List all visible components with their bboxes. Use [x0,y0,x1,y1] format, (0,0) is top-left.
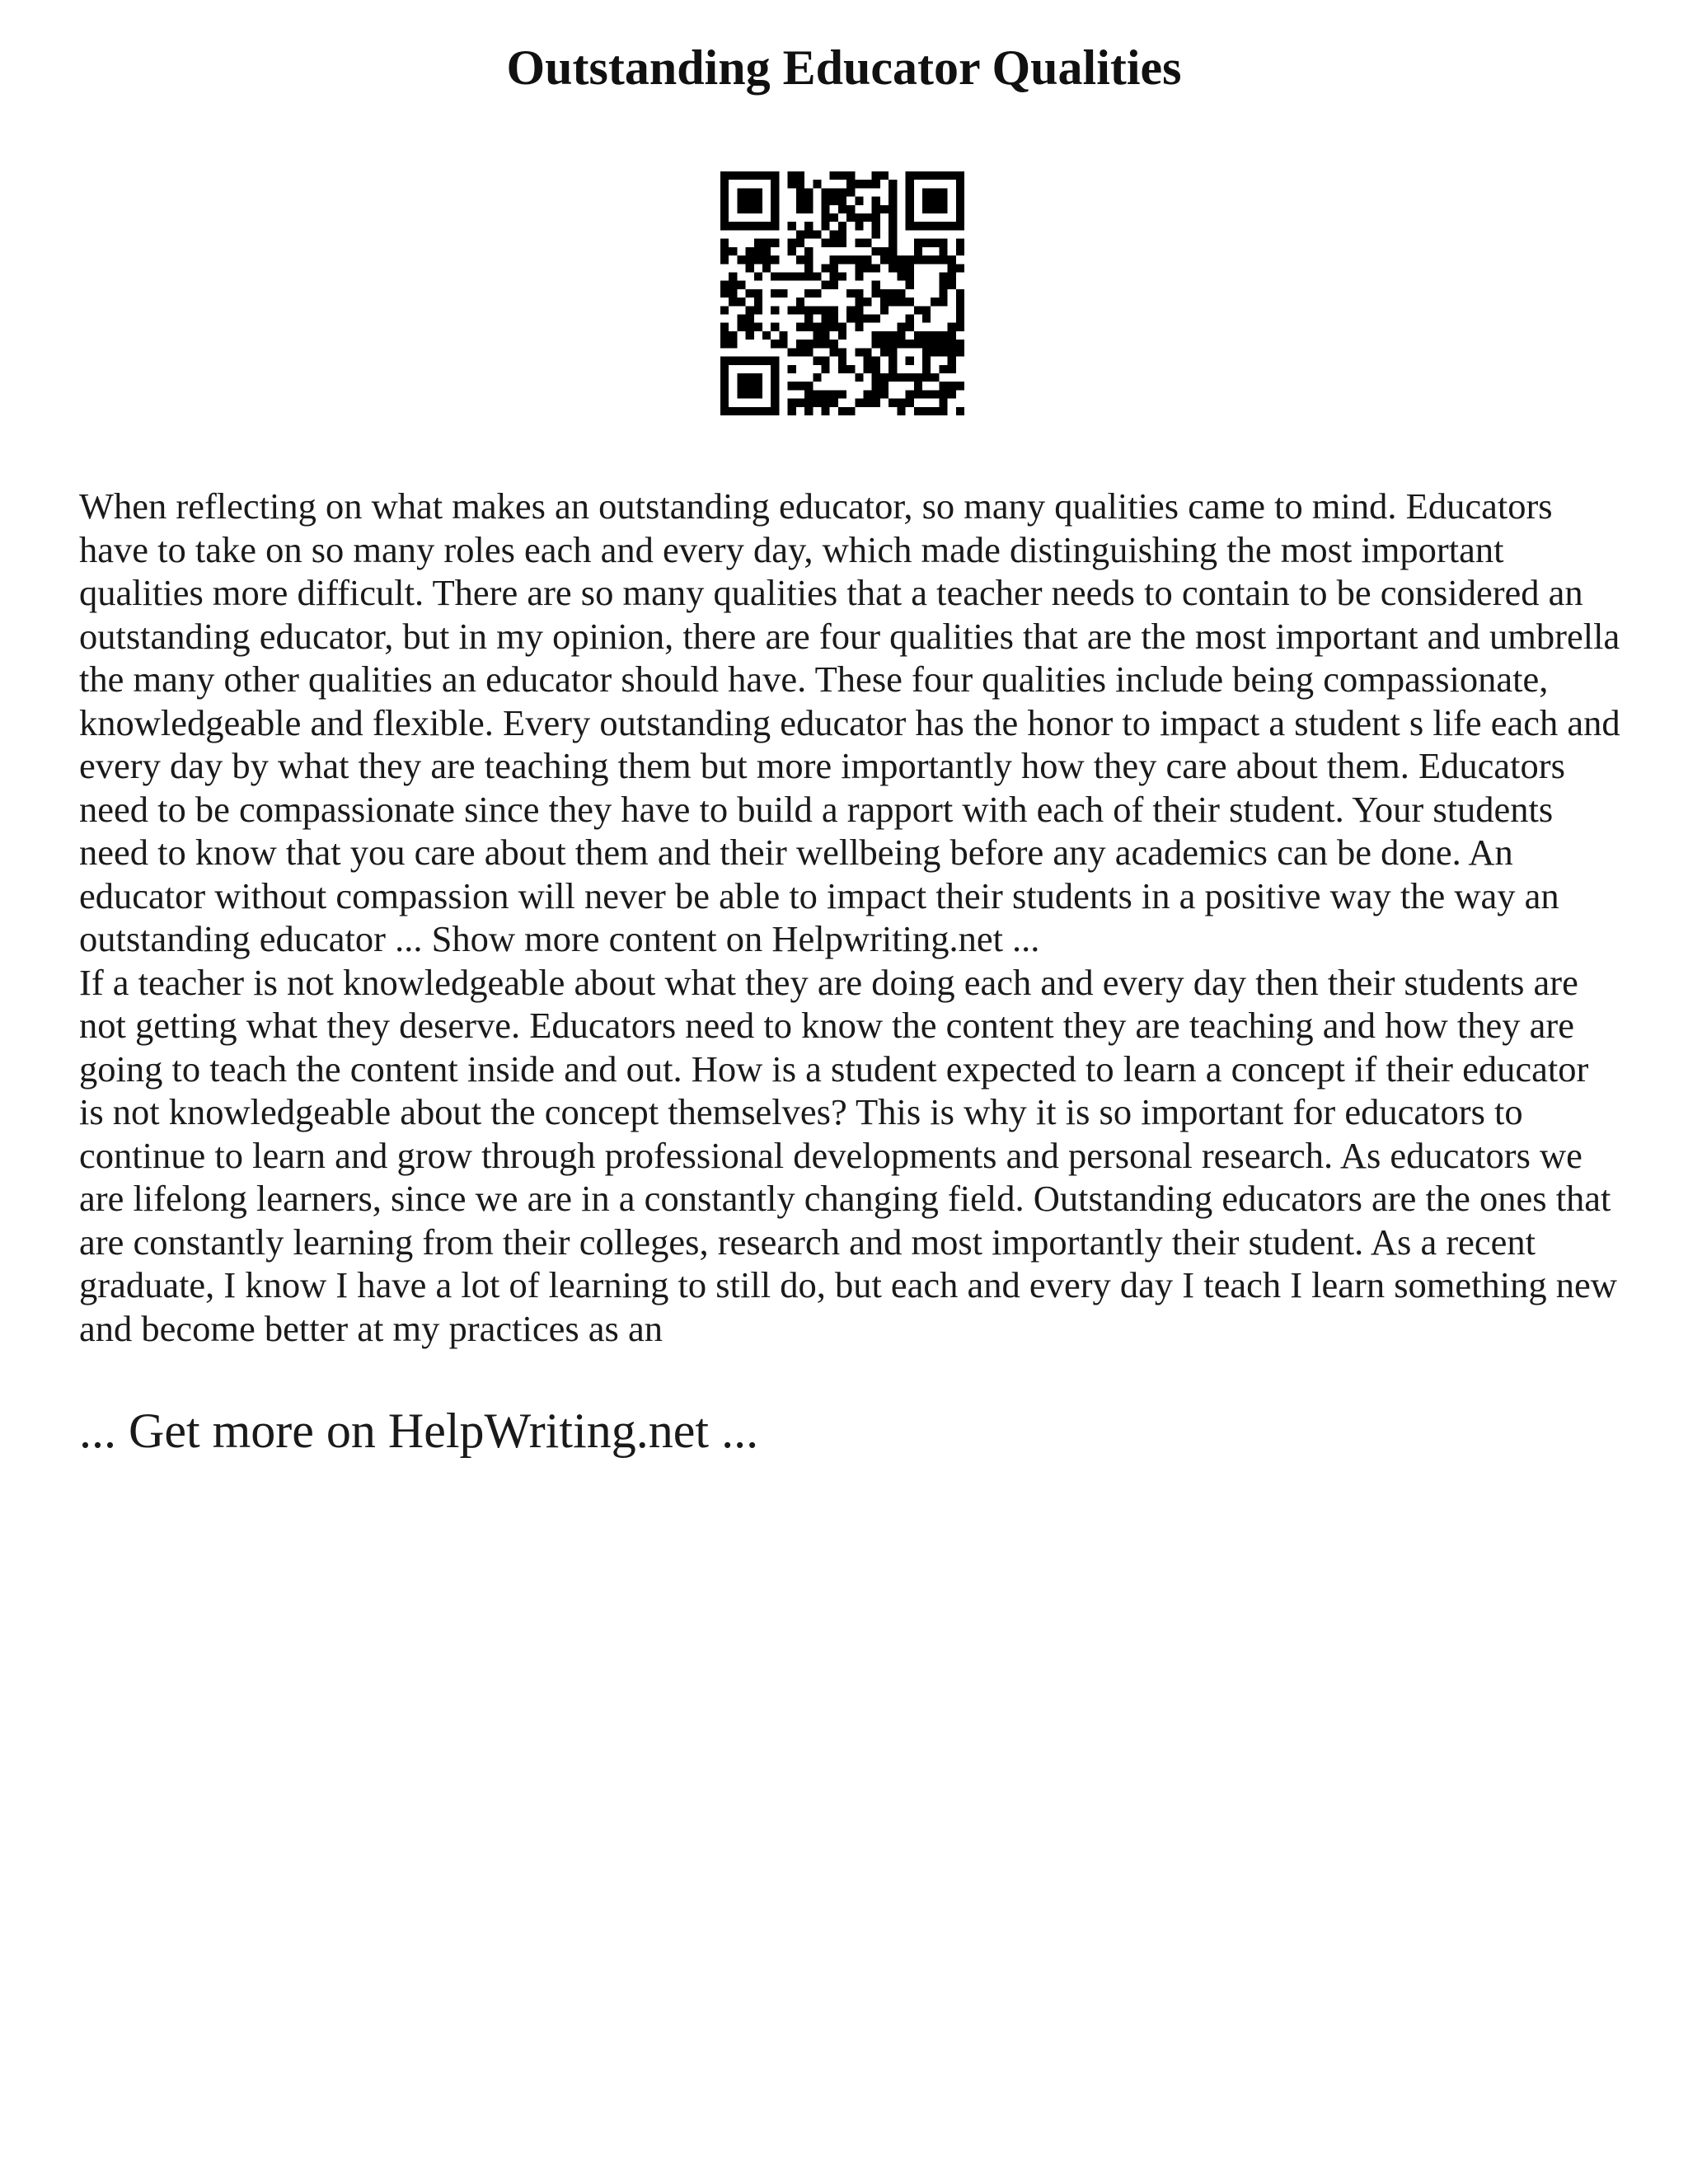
paragraph-2: If a teacher is not knowledgeable about what they are doing each and every day then their students are not getting what they deserve. Educators need to know the content they are teaching and how they are going to teach the content inside and out. How is a student expected to learn a concept if their educator is not knowledgeable about the concept themselves? This is why it is so important for educators to continue to learn and grow through professional developments and personal research. As educators we are lifelong learners, since we are in a constantly changing field. Outstanding educators are the ones that are constantly learning from their colleges, research and most importantly their student. As a recent graduate, I know I have a lot of learning to still do, but each and every day I teach I learn something new and become better at my practices as an [79,961,1617,1349]
qr-code-icon [720,171,964,415]
paragraph-1: When reflecting on what makes an outstanding educator, so many qualities came to mind. Educators have to take on so many roles each and every day, which made distinguishing the most important qualities more difficult. There are so many qualities that a teacher needs to contain to be considered an outstanding educator, but in my opinion, there are four qualities that are the most important and umbrella the many other qualities an educator should have. These four qualities include being compassionate, knowledgeable and flexible. Every outstanding educator has the honor to impact a student s life each and every day by what they are teaching them but more importantly how they care about them. Educators need to be compassionate since they have to build a rapport with each of their student. Your students need to know that you care about them and their wellbeing before any academics can be done. An educator without compassion will never be able to impact their students in a positive way the way an outstanding educator ... Show more content on Helpwriting.net ... [79,485,1620,959]
get-more-link[interactable]: ... Get more on HelpWriting.net ... [79,1404,759,1458]
article-body [79,485,1620,1350]
qr-code-graphic [720,171,964,415]
page-title: Outstanding Educator Qualities [506,40,1182,95]
